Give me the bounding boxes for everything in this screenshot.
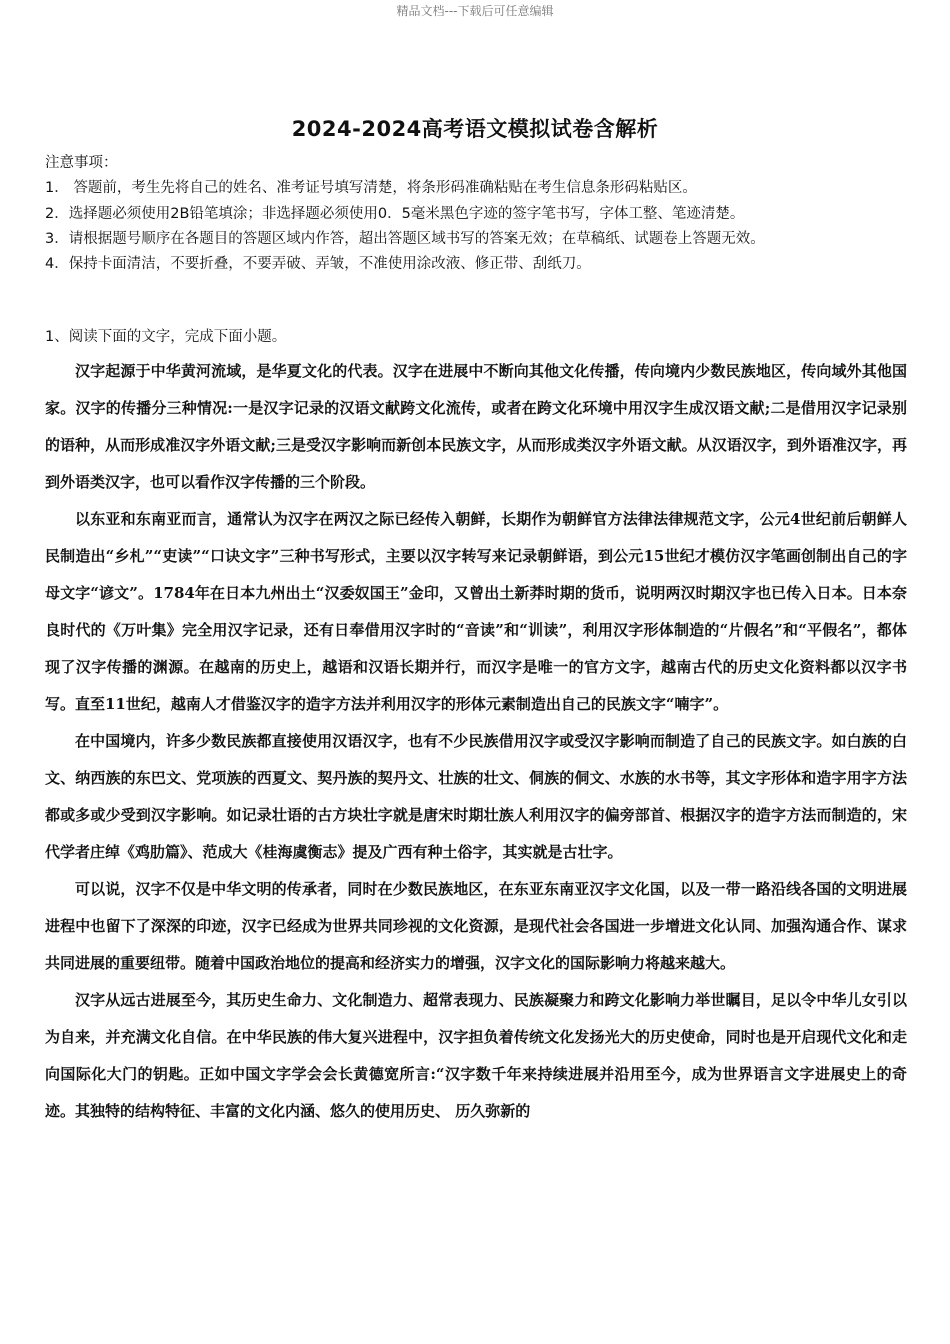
document-title: 2024-2024高考语文模拟试卷含解析 [291,117,659,141]
page-header: 精品文档---下载后可任意编辑 [396,4,554,18]
note-item-2: 2．选择题必须使用2B铅笔填涂；非选择题必须使用0．5毫米黑色字迹的签字笔书写，字体工整、笔迹清楚。 [45,205,745,222]
passage-paragraph-1: 汉字起源于中华黄河流域，是华夏文化的代表。汉字在进展中不断向其他文化传播，传向境内少数民族地区，传向域外其他国家。汉字的传播分三种情况:一是汉字记录的汉语文献跨文化流传，或者在跨文化环境中用汉字生成汉语文献;二是借用汉字记录别的语种，从而形成准汉字外语文献;三是受汉字影响而新创本民族文字，从而形成类汉字外语文献。从汉语汉字，到外语准汉字，再到外语类汉字，也可以看作汉字传播的三个阶段。 [45,362,907,491]
reading-passage [45,353,907,1130]
note-item-1: 1． 答题前，考生先将自己的姓名、准考证号填写清楚，将条形码准确粘贴在考生信息条形码粘贴区。 [45,180,697,197]
passage-paragraph-3: 在中国境内，许多少数民族都直接使用汉语汉字，也有不少民族借用汉字或受汉字影响而制造了自己的民族文字。如白族的白文、纳西族的东巴文、党项族的西夏文、契丹族的契丹文、壮族的壮文、侗族的侗文、水族的水书等，其文字形体和造字用字方法都或多或少受到汉字影响。如记录壮语的古方块壮字就是唐宋时期壮族人利用汉字的偏旁部首、根据汉字的造字方法而制造的，宋代学者庄绰《鸡肋篇》、范成大《桂海虞衡志》提及广西有种土俗字，其实就是古壮字。 [45,732,907,861]
question-prompt: 1、阅读下面的文字，完成下面小题。 [45,329,287,345]
notes-section [45,151,915,277]
passage-paragraph-5: 汉字从远古进展至今，其历史生命力、文化制造力、超常表现力、民族凝聚力和跨文化影响力举世瞩目，足以令中华儿女引以为自来，并充满文化自信。在中华民族的伟大复兴进程中，汉字担负着传统文化发扬光大的历史使命，同时也是开启现代文化和走向国际化大门的钥匙。正如中国文字学会会长黄德宽所言:“汉字数千年来持续进展并沿用至今，成为世界语言文字进展史上的奇迹。其独特的结构特征、丰富的文化内涵、悠久的使用历史、 历久弥新的 [45,991,907,1120]
passage-paragraph-4: 可以说，汉字不仅是中华文明的传承者，同时在少数民族地区，在东亚东南亚汉字文化国，以及一带一路沿线各国的文明进展进程中也留下了深深的印迹，汉字已经成为世界共同珍视的文化资源，是现代社会各国进一步增进文化认同、加强沟通合作、谋求共同进展的重要纽带。随着中国政治地位的提高和经济实力的增强，汉字文化的国际影响力将越来越大。 [45,880,907,972]
passage-paragraph-2: 以东亚和东南亚而言，通常认为汉字在两汉之际已经传入朝鲜，长期作为朝鲜官方法律法律规范文字，公元4世纪前后朝鲜人民制造出“乡札”“吏读”“口诀文字”三种书写形式，主要以汉字转写来记录朝鲜语，到公元15世纪才模仿汉字笔画创制出自己的字母文字“谚文”。1784年在日本九州出土“汉委奴国王”金印，又曾出土新莽时期的货币，说明两汉时期汉字也已传入日本。日本奈良时代的《万叶集》完全用汉字记录，还有日奉借用汉字时的“音读”和“训读”，利用汉字形体制造的“片假名”和“平假名”，都体现了汉字传播的渊源。在越南的历史上，越语和汉语长期并行，而汉字是唯一的官方文字，越南古代的历史文化资料都以汉字书写。直至11世纪，越南人才借鉴汉字的造字方法并利用汉字的形体元素制造出自己的民族文字“喃字”。 [45,510,907,713]
notes-heading: 注意事项： [45,155,118,171]
note-item-4: 4．保持卡面清洁，不要折叠，不要弄破、弄皱，不准使用涂改液、修正带、刮纸刀。 [45,256,591,273]
note-item-3: 3．请根据题号顺序在各题目的答题区域内作答，超出答题区域书写的答案无效；在草稿纸、试题卷上答题无效。 [45,230,765,247]
